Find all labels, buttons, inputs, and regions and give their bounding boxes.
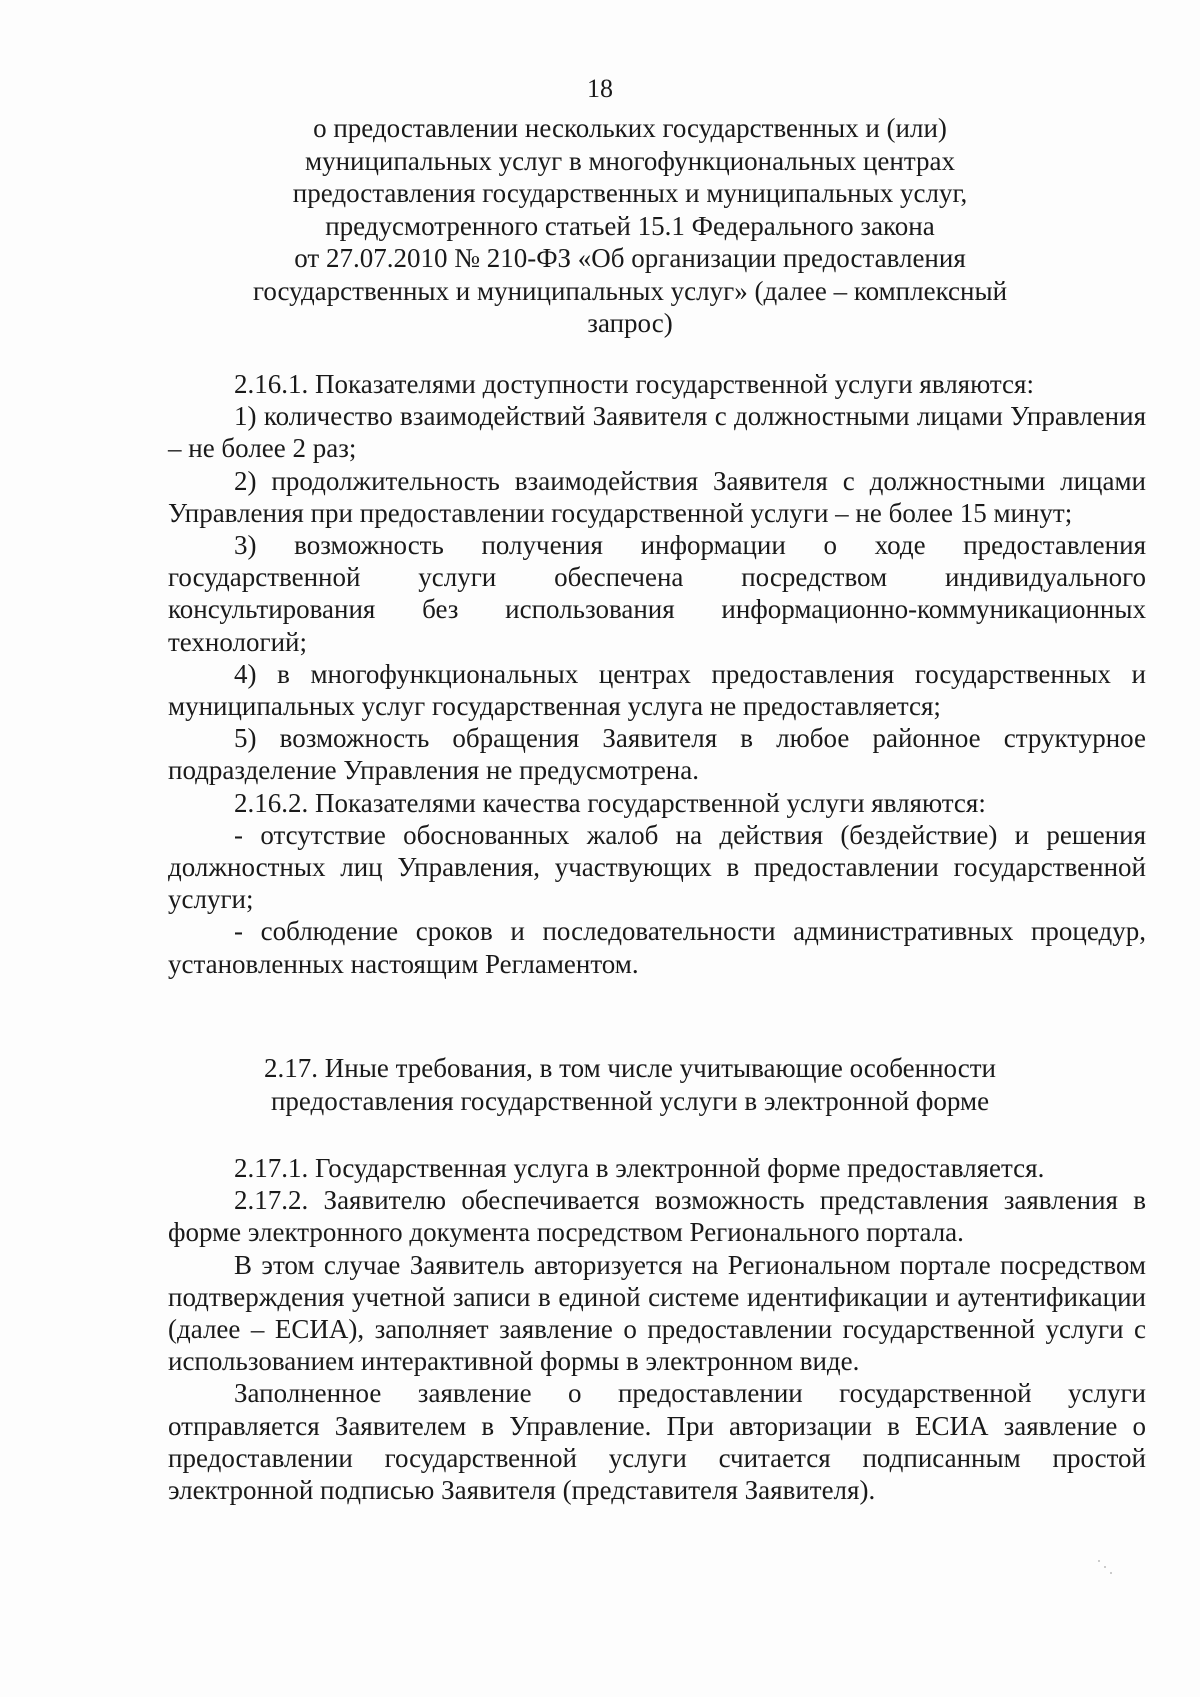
heading-line: о предоставлении нескольких государственных и (или) [313, 113, 947, 143]
paragraph-2-16-1: 2.16.1. Показателями доступности государственной услуги являются: [234, 369, 1034, 399]
scan-speck [1104, 1566, 1106, 1568]
quality-item-deadlines: - соблюдение сроков и последовательности административных процедур, установленных настоящим Регламентом. [168, 916, 1146, 979]
list-item-5: 5) возможность обращения Заявителя в любое районное структурное подразделение Управления не предусмотрена. [168, 723, 1146, 786]
heading-line: государственных и муниципальных услуг» (далее – комплексный [252, 275, 1008, 306]
paragraph-esia-authorization: В этом случае Заявитель авторизуется на Региональном портале посредством подтверждения учетной записи в единой системе идентификации и аутентификации (далее – ЕСИА), заполняет заявление о предоставлении государственной услуги с использованием интерактивной формы в электронном виде. [168, 1249, 1146, 1377]
section-heading-2-17 [200, 1052, 1060, 1117]
heading-line: предоставления государственной услуги в электронной форме [270, 1085, 990, 1116]
paragraph-2-17-2: 2.17.2. Заявителю обеспечивается возможность представления заявления в форме электронного документа посредством Регионального портала. [168, 1185, 1146, 1248]
section-heading-complex-request [200, 112, 1060, 340]
heading-line: предоставления государственных и муниципальных услуг, [292, 178, 968, 208]
list-item-4: 4) в многофункциональных центрах предоставления государственных и муниципальных услуг государственная услуга не предоставляется; [168, 658, 1146, 722]
section-2-17-body [168, 1152, 1146, 1506]
list-item-2: 2) продолжительность взаимодействия Заявителя с должностными лицами Управления при предоставлении государственной услуги – не более 15 минут; [168, 465, 1146, 528]
paragraph-2-17-1: 2.17.1. Государственная услуга в электронной форме предоставляется. [234, 1153, 1045, 1183]
quality-item-complaints: - отсутствие обоснованных жалоб на действия (бездействие) и решения должностных лиц Управления, участвующих в предоставлении государственной услуги; [168, 819, 1146, 915]
heading-line: 2.17. Иные требования, в том числе учитывающие особенности [264, 1053, 996, 1083]
page-number: 18 [587, 74, 613, 103]
heading-line: муниципальных услуг в многофункциональных центрах [305, 145, 955, 176]
heading-line: предусмотренного статьей 15.1 Федерального закона [325, 210, 935, 241]
paragraph-2-16-2: 2.16.2. Показателями качества государственной услуги являются: [234, 787, 986, 818]
paragraph-filled-application: Заполненное заявление о предоставлении государственной услуги отправляется Заявителем в Управление. При авторизации в ЕСИА заявление о предоставлении государственной услуги считается подписанным простой электронной подписью Заявителя (представителя Заявителя). [168, 1378, 1146, 1506]
list-item-1: 1) количество взаимодействий Заявителя с должностными лицами Управления – не более 2 раз; [168, 401, 1146, 464]
scan-speck [1098, 1560, 1100, 1562]
heading-line: запрос) [587, 308, 673, 338]
section-2-16-body [168, 368, 1146, 980]
heading-line: от 27.07.2010 № 210-ФЗ «Об организации предоставления [294, 243, 966, 273]
scan-speck [1110, 1572, 1112, 1574]
list-item-3: 3) возможность получения информации о ходе предоставления государственной услуги обеспечена посредством индивидуального консультирования без использования информационно-коммуникационных технологий; [168, 530, 1146, 657]
